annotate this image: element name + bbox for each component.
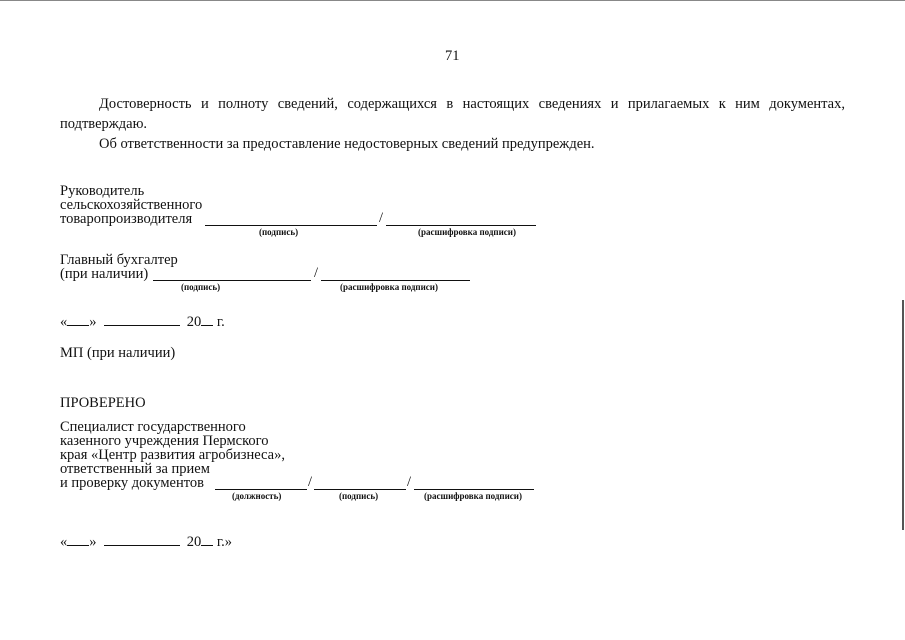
head-name-line[interactable] [386, 225, 536, 226]
accountant-caption-signature: (подпись) [181, 282, 221, 292]
head-label-1: Руководитель [60, 183, 145, 199]
verified-name-line[interactable] [414, 489, 534, 490]
year-blank[interactable] [201, 313, 213, 326]
verified-caption-name: (расшифровка подписи) [424, 491, 522, 501]
verified-position-line[interactable] [215, 489, 307, 490]
verified-heading: ПРОВЕРЕНО [60, 395, 146, 411]
confirmation-line-1: Достоверность и полноту сведений, содержащихся в настоящих сведениях и прилагаемых к ним документах, [99, 96, 845, 112]
verified-label-4: ответственный за прием [60, 461, 210, 477]
scan-edge-top [0, 0, 905, 1]
head-label-2: сельскохозяйственного [60, 197, 203, 213]
accountant-caption-name: (расшифровка подписи) [340, 282, 438, 292]
date-line-1 [60, 313, 225, 330]
accountant-name-line[interactable] [321, 280, 470, 281]
year-suffix: г. [213, 314, 225, 330]
head-caption-signature: (подпись) [259, 227, 299, 237]
accountant-label-1: Главный бухгалтер [60, 252, 178, 268]
day-blank[interactable] [67, 313, 89, 326]
verified-signature-line[interactable] [314, 489, 406, 490]
year2-suffix: г.» [213, 534, 233, 550]
accountant-label-2: (при наличии) [60, 266, 149, 282]
accountant-separator: / [314, 265, 319, 281]
verified-caption-signature: (подпись) [339, 491, 379, 501]
verified-label-5: и проверку документов [60, 475, 204, 491]
date2-open-quote: « [60, 534, 68, 550]
date-open-quote: « [60, 314, 68, 330]
date-close-quote: » [89, 314, 97, 330]
year2-prefix: 20 [186, 534, 202, 550]
verified-caption-position: (должность) [232, 491, 282, 501]
head-label-3: товаропроизводителя [60, 211, 193, 227]
scan-edge-right [902, 300, 904, 530]
verified-label-3: края «Центр развития агробизнеса», [60, 447, 285, 463]
stamp-note: МП (при наличии) [60, 345, 176, 361]
verified-label-1: Специалист государственного [60, 419, 246, 435]
date2-close-quote: » [89, 534, 97, 550]
month-blank[interactable] [104, 313, 180, 326]
confirmation-line-2: подтверждаю. [60, 116, 148, 132]
year2-blank[interactable] [201, 533, 213, 546]
year-prefix: 20 [186, 314, 202, 330]
month2-blank[interactable] [104, 533, 180, 546]
page-number: 71 [445, 48, 460, 64]
head-caption-name: (расшифровка подписи) [418, 227, 516, 237]
head-signature-line[interactable] [205, 225, 377, 226]
verified-separator-1: / [308, 474, 313, 490]
accountant-signature-line[interactable] [153, 280, 311, 281]
confirmation-line-3: Об ответственности за предоставление недостоверных сведений предупрежден. [99, 136, 595, 152]
verified-label-2: казенного учреждения Пермского [60, 433, 269, 449]
day2-blank[interactable] [67, 533, 89, 546]
date-line-2 [60, 533, 232, 550]
head-separator: / [379, 210, 384, 226]
verified-separator-2: / [407, 474, 412, 490]
